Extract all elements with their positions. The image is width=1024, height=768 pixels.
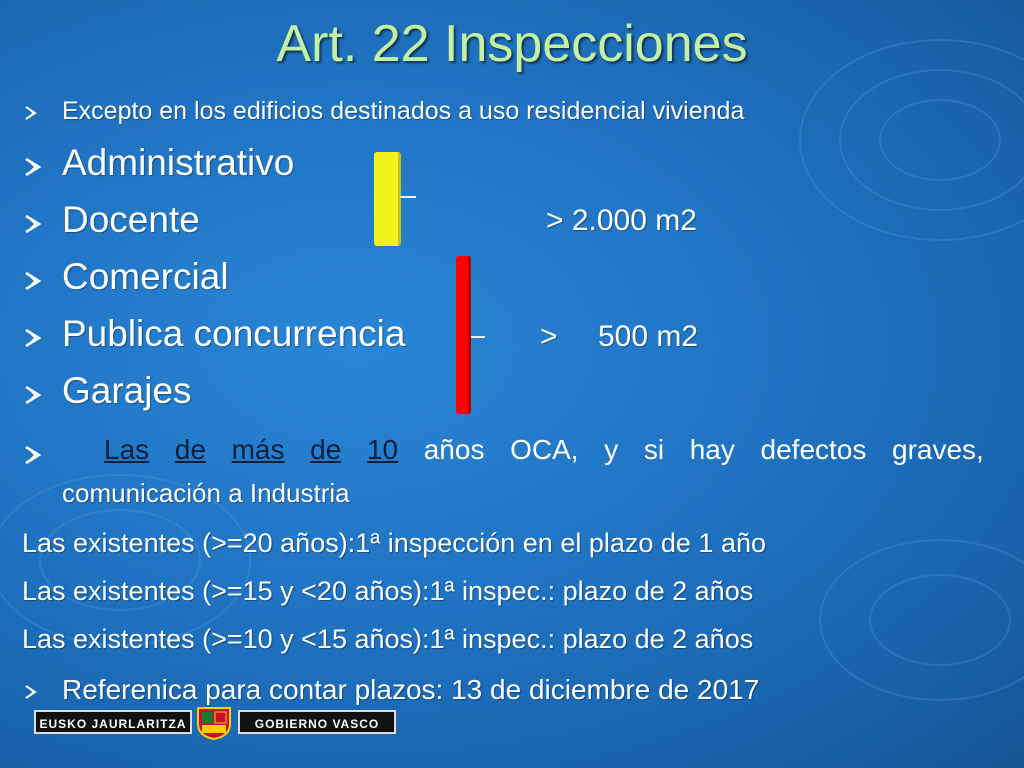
oca-paragraph-line1	[104, 434, 984, 466]
threshold-2000: > 2.000 m2	[546, 204, 697, 237]
threshold-500-symbol: >	[540, 320, 558, 353]
red-bracket-tick	[471, 336, 485, 338]
oca-word: años	[423, 434, 485, 465]
oca-word: 10	[366, 434, 399, 465]
red-bracket-bar	[456, 256, 471, 414]
bullet-text-garajes: Garajes	[62, 370, 192, 411]
oca-word: graves,	[892, 434, 984, 465]
slide-title: Art. 22 Inspecciones	[276, 15, 748, 73]
oca-word: de	[310, 434, 342, 465]
oca-word: y	[604, 434, 619, 465]
footer-left-label: EUSKO JAURLARITZA	[34, 710, 192, 734]
existentes-line-10: Las existentes (>=10 y <15 años):1ª inspec.: plazo de 2 años	[22, 624, 754, 654]
bullet-arrow-icon	[24, 271, 42, 291]
bullet-arrow-icon	[24, 328, 42, 348]
bullet-arrow-icon	[24, 105, 38, 121]
basque-shield-icon	[194, 706, 234, 740]
oca-word: más	[231, 434, 285, 465]
bullet-text-comercial: Comercial	[62, 256, 229, 297]
oca-word: defectos	[760, 434, 867, 465]
yellow-bracket-tick	[400, 196, 416, 198]
existentes-line-15: Las existentes (>=15 y <20 años):1ª inspec.: plazo de 2 años	[22, 576, 754, 606]
footer-right-label: GOBIERNO VASCO	[238, 710, 396, 734]
bullet-text-publica-concurrencia: Publica concurrencia	[62, 313, 406, 354]
existentes-line-20: Las existentes (>=20 años):1ª inspección en el plazo de 1 año	[22, 528, 766, 558]
oca-word: de	[174, 434, 206, 465]
bullet-arrow-icon	[24, 445, 42, 465]
oca-word: OCA,	[510, 434, 579, 465]
bullet-text-docente: Docente	[62, 199, 200, 240]
bullet-text-administrativo: Administrativo	[62, 142, 295, 183]
bullet-arrow-icon	[24, 157, 42, 177]
oca-word: si	[643, 434, 665, 465]
threshold-500-value: 500 m2	[598, 320, 699, 353]
footer-logo	[34, 706, 396, 736]
oca-word: Las	[104, 434, 150, 465]
yellow-bracket-bar	[374, 152, 401, 246]
bullet-text-excepto: Excepto en los edificios destinados a uso residencial vivienda	[62, 97, 745, 125]
oca-word: hay	[689, 434, 735, 465]
bullet-arrow-icon	[24, 214, 42, 234]
bullet-arrow-icon	[24, 684, 38, 700]
bullet-arrow-icon	[24, 385, 42, 405]
oca-paragraph-line2: comunicación a Industria	[62, 478, 350, 508]
referencia-text: Referenica para contar plazos: 13 de diciembre de 2017	[62, 674, 760, 705]
